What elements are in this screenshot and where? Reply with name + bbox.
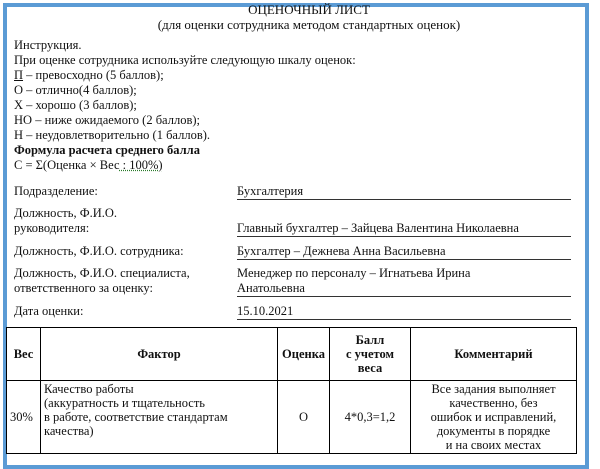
scale-text: – хорошо (3 баллов);: [23, 98, 137, 112]
cell-factor: [41, 381, 278, 454]
scale-code: НО: [14, 113, 33, 127]
specialist-value-line-2: Анатольевна: [237, 281, 305, 295]
specialist-value: [237, 266, 571, 297]
scale-text: – неудовлетворительно (1 баллов).: [23, 128, 211, 142]
header-weighted-line-3: веса: [357, 361, 383, 375]
cell-score: О: [278, 381, 330, 454]
scale-code: О: [14, 83, 24, 97]
department-value: Бухгалтерия: [237, 184, 571, 200]
header-weighted-score: [330, 328, 411, 381]
specialist-label: [14, 266, 234, 296]
factor-line-1: Качество работы: [44, 382, 134, 396]
specialist-label-line-2: ответственного за оценку:: [14, 281, 153, 295]
employee-value: Бухгалтер – Дежнева Анна Васильевна: [237, 244, 571, 260]
comment-line-2: качественно, без: [449, 396, 538, 410]
comment-line-1: Все задания выполняет: [431, 382, 556, 396]
factor-line-2: (аккуратность и тщательность: [44, 396, 205, 410]
instruction-intro: При оценке сотрудника используйте следующую шкалу оценок:: [14, 53, 356, 67]
formula: [14, 158, 574, 173]
comment-line-4: документы в порядке: [436, 424, 551, 438]
scale-code: Н: [14, 128, 24, 142]
document-title: ОЦЕНОЧНЫЙ ЛИСТ: [248, 2, 370, 17]
header-weight: Вес: [7, 328, 41, 381]
header-weighted-line-1: Балл: [355, 333, 385, 347]
scale-text: – превосходно (5 баллов);: [23, 68, 164, 82]
scale-item-excellent: [14, 68, 574, 83]
scale-item-unsatisfactory: [14, 128, 574, 143]
manager-value: Главный бухгалтер – Зайцева Валентина Николаевна: [237, 221, 571, 237]
factor-line-3: в работе, соответствие стандартам: [44, 410, 228, 424]
document-body: [14, 2, 574, 173]
date-value: 15.10.2021: [237, 304, 571, 320]
scale-text: – ниже ожидаемого (2 баллов);: [32, 113, 200, 127]
cell-weight: 30%: [7, 381, 41, 454]
scale-item-very-good: [14, 83, 574, 98]
manager-label: [14, 206, 234, 236]
department-label: Подразделение:: [14, 184, 98, 198]
header-factor: Фактор: [41, 328, 278, 381]
header-score: Оценка: [278, 328, 330, 381]
comment-line-5: и на своих местах: [445, 438, 542, 452]
table-row: [7, 381, 577, 454]
comment-line-3: ошибок и исправлений,: [430, 410, 557, 424]
scale-item-good: [14, 98, 574, 113]
evaluation-table: [6, 327, 577, 454]
cell-weighted-score: 4*0,3=1,2: [330, 381, 411, 454]
formula-part-a: С = Σ(Оценка × Вес: [14, 158, 120, 172]
scale-item-below-expected: [14, 113, 574, 128]
factor-line-4: качества): [44, 424, 94, 438]
instruction-heading: Инструкция.: [14, 38, 82, 52]
manager-label-line-2: руководителя:: [14, 221, 90, 235]
table-header-row: [7, 328, 577, 381]
document-subtitle: (для оценки сотрудника методом стандартных оценок): [157, 17, 461, 32]
formula-part-b: : 100%): [119, 158, 163, 172]
employee-label: Должность, Ф.И.О. сотрудника:: [14, 244, 184, 258]
header-comment: Комментарий: [411, 328, 577, 381]
date-label: Дата оценки:: [14, 304, 84, 318]
specialist-value-line-1: Менеджер по персоналу – Игнатьева Ирина: [237, 266, 471, 280]
cell-comment: [411, 381, 577, 454]
scale-text: – отлично(4 баллов);: [23, 83, 137, 97]
specialist-label-line-1: Должность, Ф.И.О. специалиста,: [14, 266, 190, 280]
scale-code: Х: [14, 98, 24, 112]
scale-code: П: [14, 68, 24, 82]
manager-label-line-1: Должность, Ф.И.О.: [14, 206, 118, 220]
header-weighted-line-2: с учетом: [345, 347, 395, 361]
formula-heading: Формула расчета среднего балла: [14, 143, 200, 157]
